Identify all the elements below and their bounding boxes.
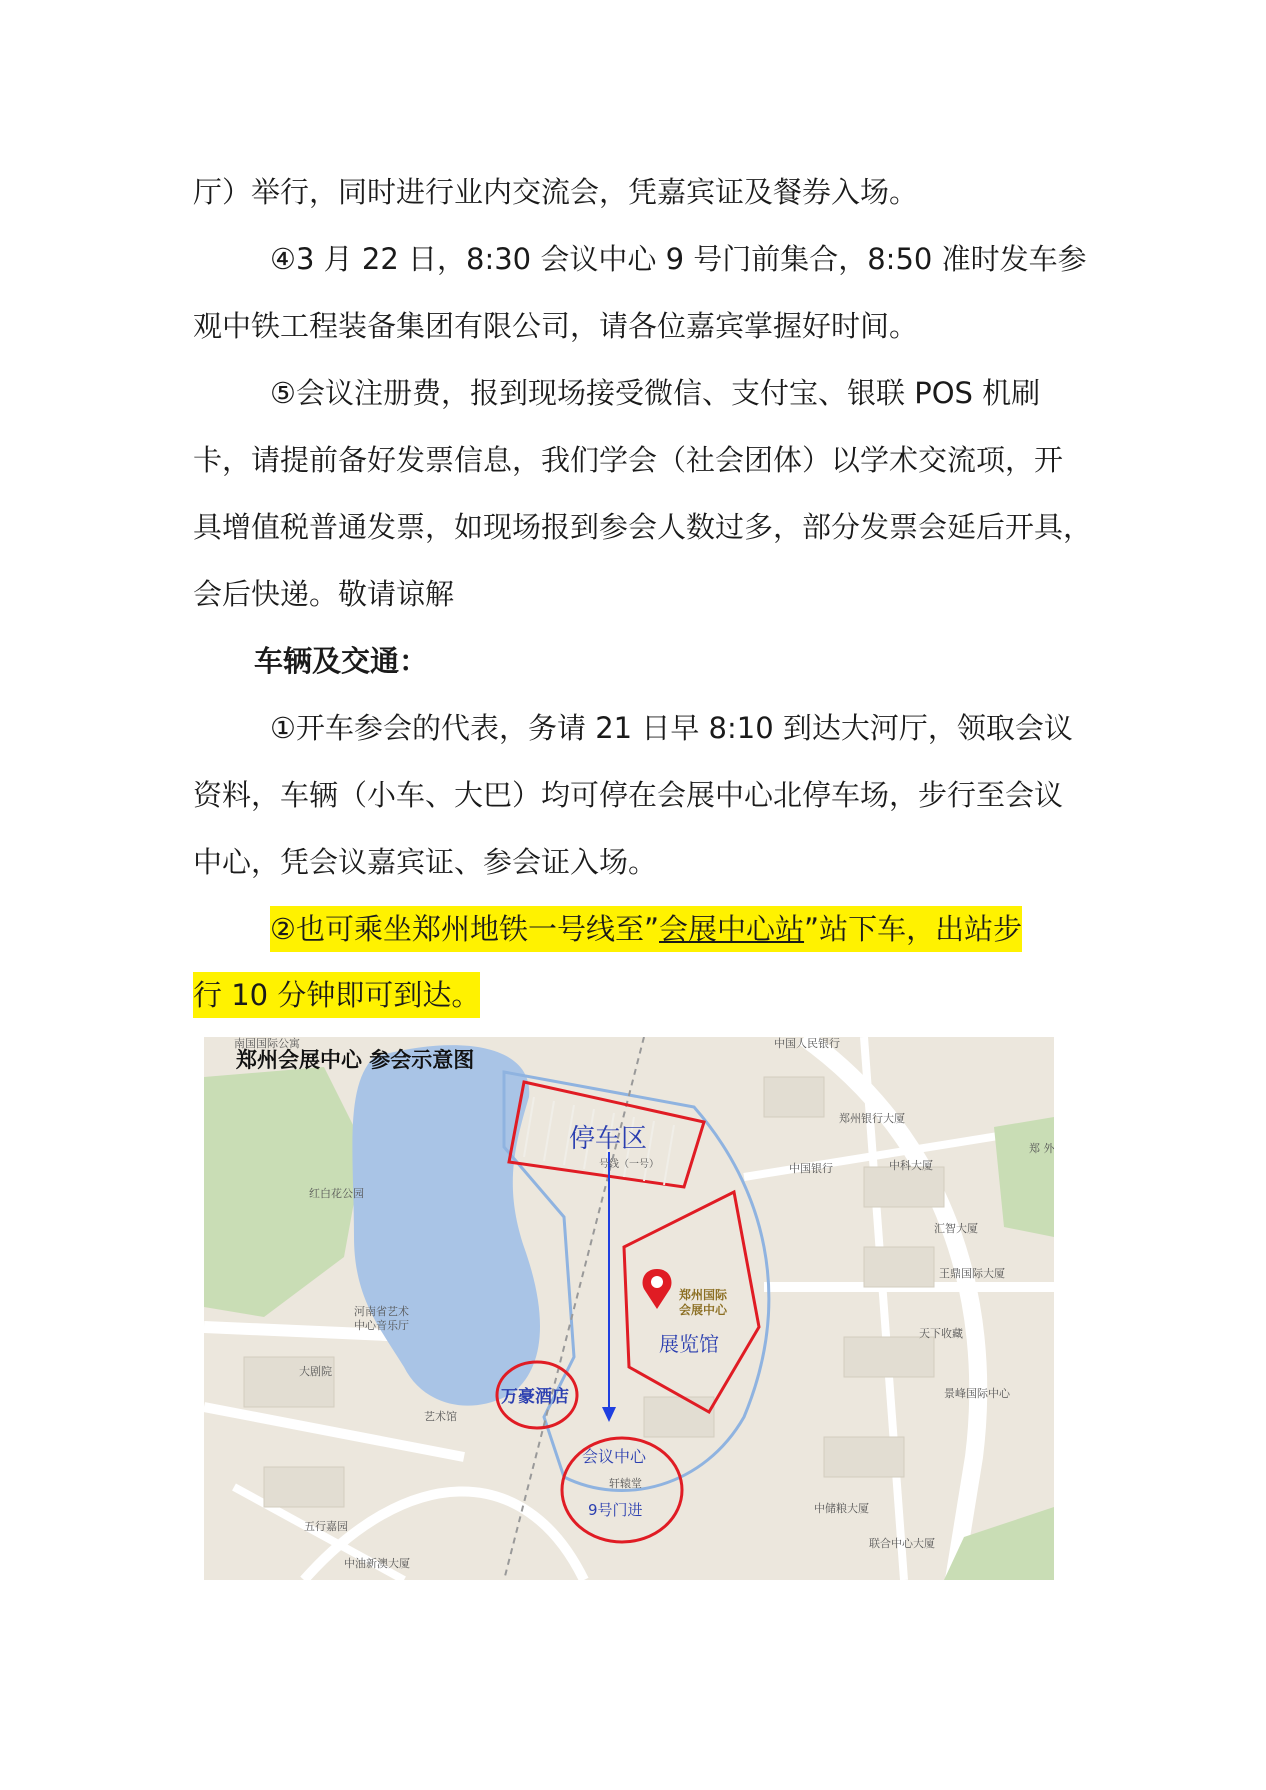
text-line-4: ⑤会议注册费，报到现场接受微信、支付宝、银联 POS 机刷 (270, 376, 1041, 410)
text-line-2: ④3 月 22 日，8:30 会议中心 9 号门前集合，8:50 准时发车参 (270, 242, 1087, 276)
map-title: 郑州会展中心 参会示意图 (236, 1048, 475, 1072)
section-heading: 车辆及交通： (254, 644, 429, 678)
text-line-1: 厅）举行，同时进行业内交流会，凭嘉宾证及餐券入场。 (193, 175, 919, 209)
venue-map (204, 1037, 1054, 1580)
transport-line-2: 资料，车辆（小车、大巴）均可停在会展中心北停车场，步行至会议 (193, 778, 1064, 812)
label-top-left: 南国国际公寓 (234, 1037, 300, 1050)
text-line-6: 具增值税普通发票，如现场报到参会人数过多，部分发票会延后开具， (193, 510, 1093, 544)
label-wuxing: 五行嘉园 (304, 1520, 348, 1533)
label-jingfeng: 景峰国际中心 (944, 1387, 1010, 1400)
highlight-part2: ”站下车，出站步 (804, 912, 1023, 946)
label-tianxia: 天下收藏 (919, 1327, 963, 1340)
highlight-part1: ②也可乘坐郑州地铁一号线至” (270, 912, 660, 946)
gate-label: 9号门进 (588, 1501, 643, 1519)
highlight-line-2: 行 10 分钟即可到达。 (193, 972, 480, 1018)
label-bank-building: 郑州银行大厦 (839, 1112, 905, 1125)
map-svg (204, 1037, 1054, 1580)
label-right-edge: 郑 外 (1029, 1142, 1054, 1155)
station-name: 会展中心站 (659, 912, 805, 946)
label-zhongchu: 中储粮大厦 (814, 1502, 869, 1515)
label-art-museum: 艺术馆 (424, 1410, 457, 1423)
label-art-hall-2: 中心音乐厅 (354, 1319, 409, 1332)
parking-label: 停车区 (569, 1124, 648, 1154)
label-wangding: 王鼎国际大厦 (939, 1267, 1005, 1280)
label-boc: 中国银行 (789, 1162, 833, 1175)
poi-center-label-2: 会展中心 (679, 1303, 728, 1317)
exhibition-label: 展览馆 (659, 1332, 719, 1356)
label-lianhe: 联合中心大厦 (869, 1537, 935, 1550)
center-label: 会议中心 (582, 1447, 647, 1466)
transport-line-1: ①开车参会的代表，务请 21 日早 8:10 到达大河厅，领取会议 (270, 711, 1073, 745)
text-line-5: 卡，请提前备好发票信息，我们学会（社会团体）以学术交流项，开 (193, 443, 1064, 477)
label-art-hall: 河南省艺术 (354, 1305, 409, 1318)
hotel-label: 万豪酒店 (501, 1387, 569, 1407)
text-line-7: 会后快递。敬请谅解 (193, 577, 455, 611)
label-xuanyuan: 轩辕堂 (609, 1477, 642, 1490)
transport-line-3: 中心，凭会议嘉宾证、参会证入场。 (193, 845, 658, 879)
highlight-line-1 (270, 906, 1022, 952)
label-zhongke: 中科大厦 (889, 1159, 933, 1172)
text-line-3: 观中铁工程装备集团有限公司，请各位嘉宾掌握好时间。 (193, 309, 919, 343)
label-top-mid: 中国人民银行 (774, 1037, 840, 1050)
label-huizhi: 汇智大厦 (934, 1222, 978, 1235)
poi-center-label: 郑州国际 (679, 1288, 728, 1302)
label-zhongyou: 中油新澳大厦 (344, 1557, 410, 1570)
label-metro: 号线（一号） (599, 1159, 659, 1170)
label-honghua: 红白花公园 (309, 1187, 364, 1200)
label-theater: 大剧院 (299, 1365, 332, 1378)
